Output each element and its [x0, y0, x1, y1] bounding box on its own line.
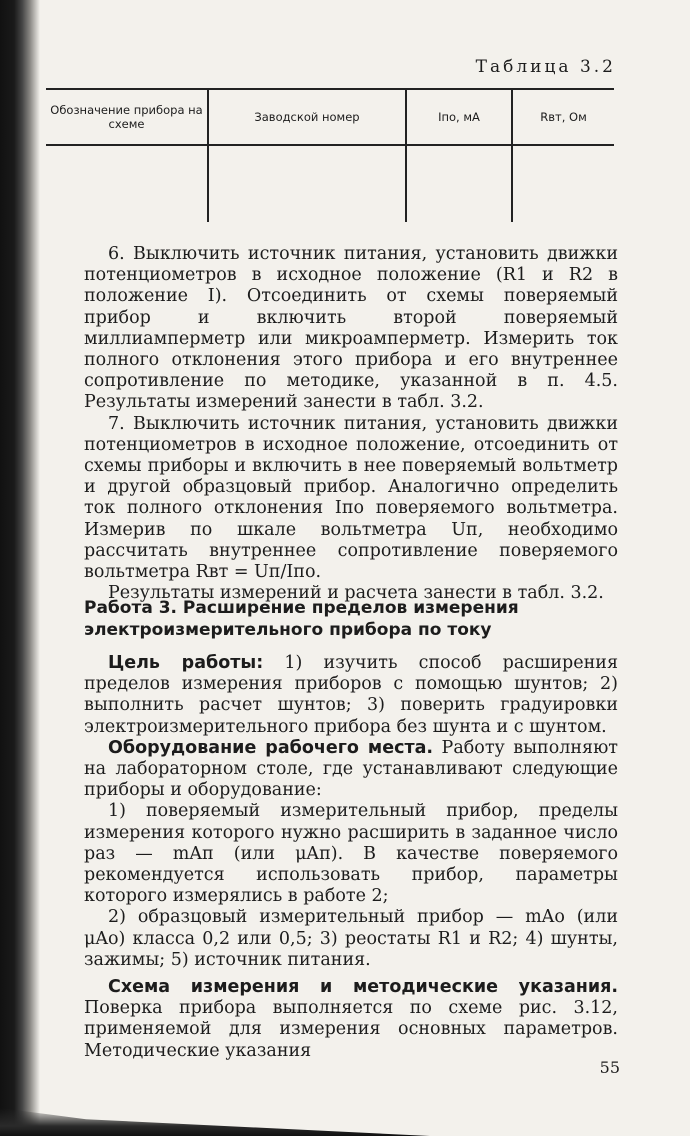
work-3-heading: Работа 3. Расширение пределов измерения электроизмерительного прибора по току: [84, 598, 519, 640]
header-serial-number: Заводской номер: [208, 89, 406, 145]
scheme-text: Поверка прибора выполняется по схеме рис. 3.12, применяемой для измерения основных параметров. Методические указания: [84, 998, 618, 1061]
equipment-item-1: 1) поверяемый измерительный прибор, пределы измерения которого нужно расширить в заданное число раз — mAп (или μAп). В качестве поверяемого рекомендуется использовать прибор, параметры которого измерялись в работе 2;: [84, 801, 618, 907]
procedure-steps: [84, 244, 618, 604]
scheme-paragraph: [84, 977, 618, 1062]
page-number: 55: [599, 1058, 620, 1077]
header-full-scale-current: Iпо, мА: [406, 89, 512, 145]
table-empty-row: [46, 145, 614, 222]
equipment-label: Оборудование рабочего места.: [108, 737, 434, 758]
book-spine-shadow: [0, 0, 40, 1136]
equipment-item-2: 2) образцовый измерительный прибор — mAо (или μAо) класса 0,2 или 0,5; 3) реостаты R1 и R2; 4) шунты, зажимы; 5) источник питания.: [84, 907, 618, 970]
goal-text: 1) изучить способ расширения пределов измерения приборов с помощью шунтов; 2) выполнить расчет шунтов; 3) поверить градуировки электроизмерительного прибора без шунта и с шунтом.: [84, 653, 618, 737]
equipment-text: Работу выполняют на лабораторном столе, где устанавливают следующие приборы и оборудование:: [84, 737, 618, 801]
work-3-body: [84, 653, 618, 1062]
table-cell: [208, 145, 406, 222]
step-6: 6. Выключить источник питания, установить движки потенциометров в исходное положение (R1 и R2 в положение I). Отсоединить от схемы поверяемый прибор и включить второй поверяемый миллиамперметр или микроамперметр. Измерить ток полного отклонения этого прибора и его внутреннее сопротивление по методике, указанной в п. 4.5. Результаты измерений занести в табл. 3.2.: [84, 244, 618, 413]
table-caption: Таблица 3.2: [475, 57, 616, 77]
header-device-designation: Обозначение прибора на схеме: [46, 89, 208, 145]
goal-paragraph: [84, 653, 618, 738]
table-cell: [512, 145, 614, 222]
results-instruction: Результаты измерений и расчета занести в табл. 3.2.: [108, 583, 604, 604]
table-cell: [406, 145, 512, 222]
table-header-row: [46, 89, 614, 145]
measurement-table: [46, 88, 614, 222]
header-internal-resistance: Rвт, Ом: [512, 89, 614, 145]
table-cell: [46, 145, 208, 222]
goal-label: Цель работы:: [108, 653, 264, 673]
equipment-paragraph: [84, 738, 618, 802]
scheme-label: Схема измерения и методические указания.: [108, 977, 618, 998]
step-7: 7. Выключить источник питания, установить движки потенциометров в исходное положение, отсоединить от схемы приборы и включить в нее поверяемый вольтметр и другой образцовый прибор. Аналогично определить ток полного отклонения Iпо поверяемого вольтметра. Измерив по шкале вольтметра Uп, необходимо рассчитать внутреннее сопротивление поверяемого вольтметра Rвт = Uп/Iпо.: [84, 413, 618, 583]
page-bottom-shadow: [0, 1108, 430, 1136]
